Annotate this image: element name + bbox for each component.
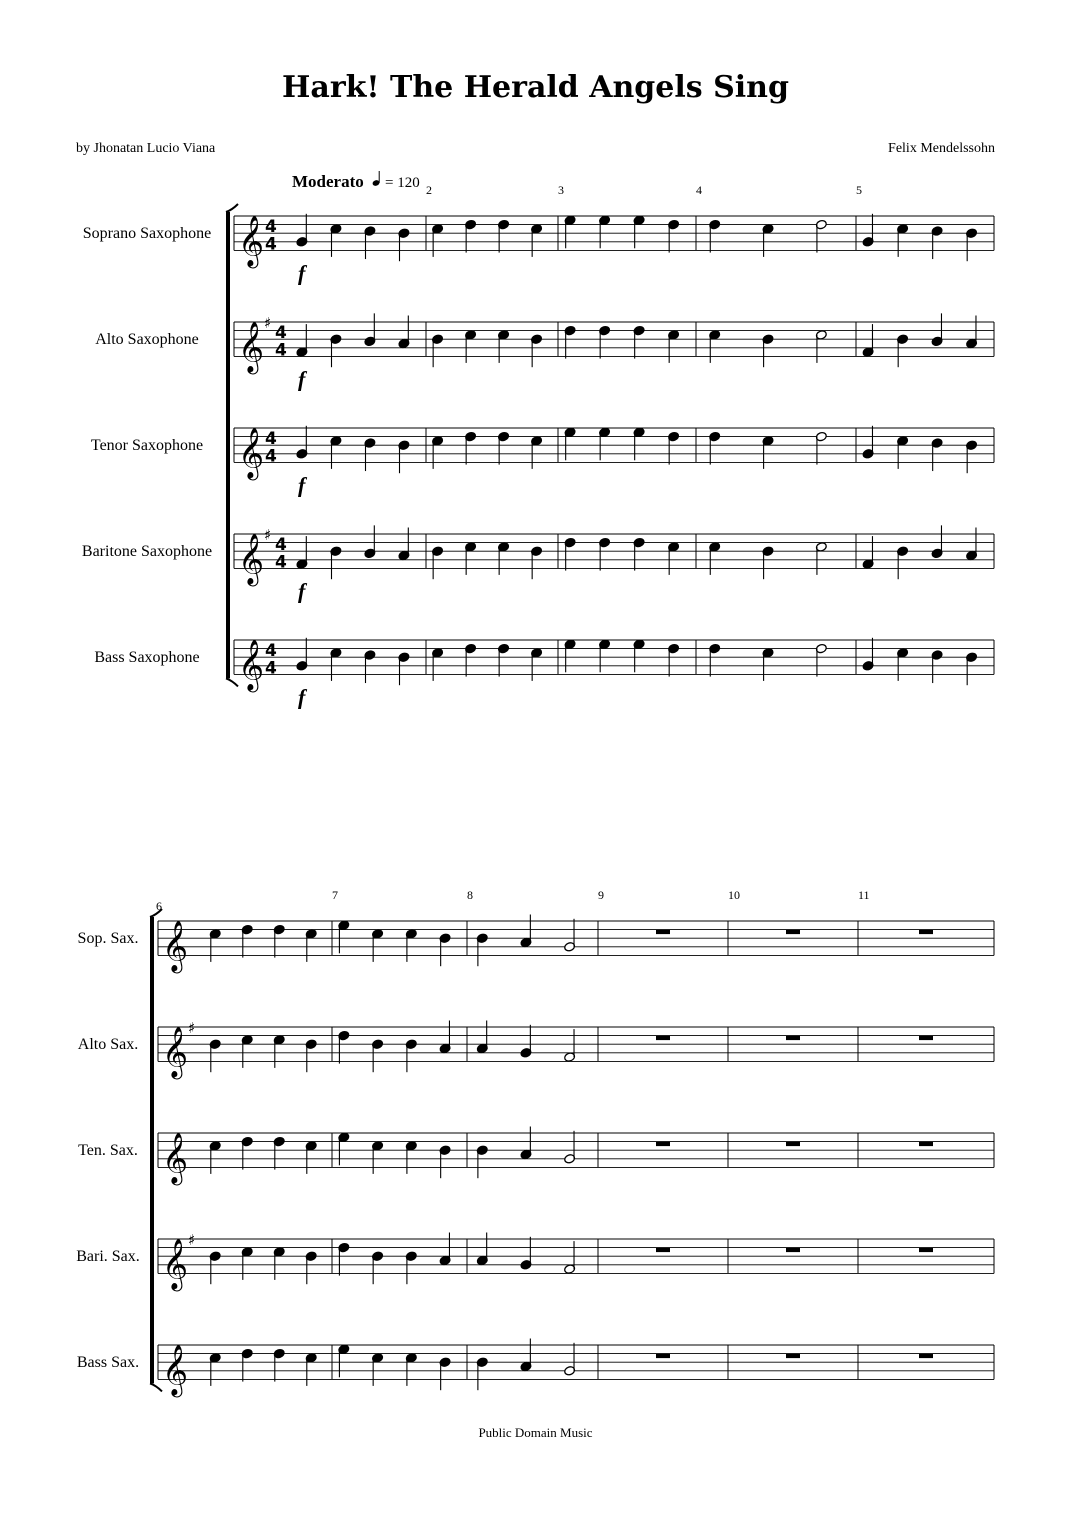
whole-rest-icon xyxy=(919,930,933,935)
quarter-note-icon xyxy=(372,171,380,187)
treble-clef-icon: 𝄞 xyxy=(162,1026,189,1078)
time-signature-top: 4 xyxy=(265,429,277,450)
footer-text: Public Domain Music xyxy=(478,1425,593,1440)
bracket-bottom xyxy=(150,1383,162,1391)
instrument-label: Baritone Saxophone xyxy=(81,543,213,561)
treble-clef-icon: 𝄞 xyxy=(238,639,265,691)
instrument-label: Alto Saxophone xyxy=(95,331,199,349)
instrument-label: Sop. Sax. xyxy=(77,930,139,948)
whole-rest-icon xyxy=(656,930,670,935)
instrument-label: Soprano Saxophone xyxy=(82,225,212,243)
measure-number: 4 xyxy=(696,183,702,197)
whole-rest-icon xyxy=(656,1354,670,1359)
treble-clef-icon: 𝄞 xyxy=(162,1238,189,1290)
whole-rest-icon xyxy=(786,1354,800,1359)
time-signature-bottom: 4 xyxy=(275,340,287,361)
arranger-credit: by Jhonatan Lucio Viana xyxy=(76,141,216,156)
whole-rest-icon xyxy=(656,1248,670,1253)
system-1 xyxy=(82,183,994,709)
time-signature-top: 4 xyxy=(265,217,277,238)
instrument-label: Bass Sax. xyxy=(76,1354,140,1372)
measure-number: 6 xyxy=(156,899,162,913)
whole-rest-icon xyxy=(919,1142,933,1147)
measure-number: 9 xyxy=(598,888,604,902)
system-2 xyxy=(76,888,994,1397)
time-signature-bottom: 4 xyxy=(265,234,277,255)
whole-rest-icon xyxy=(919,1354,933,1359)
composer-credit: Felix Mendelssohn xyxy=(888,141,995,156)
whole-rest-icon xyxy=(656,1036,670,1041)
dynamic-marking: f xyxy=(298,684,306,710)
treble-clef-icon: 𝄞 xyxy=(162,1344,189,1396)
dynamic-marking: f xyxy=(298,472,306,498)
whole-rest-icon xyxy=(919,1248,933,1253)
time-signature-top: 4 xyxy=(265,641,277,662)
whole-rest-icon xyxy=(656,1142,670,1147)
tempo-marking: Moderato xyxy=(292,172,364,191)
whole-rest-icon xyxy=(786,930,800,935)
treble-clef-icon: 𝄞 xyxy=(238,427,265,479)
dynamic-marking: f xyxy=(298,578,306,604)
sharp-icon: ♯ xyxy=(264,314,272,332)
measure-number: 11 xyxy=(858,888,870,902)
measure-number: 5 xyxy=(856,183,862,197)
whole-rest-icon xyxy=(786,1036,800,1041)
measure-number: 3 xyxy=(558,183,564,197)
treble-clef-icon: 𝄞 xyxy=(162,1132,189,1184)
whole-rest-icon xyxy=(786,1142,800,1147)
treble-clef-icon: 𝄞 xyxy=(238,215,265,267)
measure-number: 10 xyxy=(728,888,740,902)
instrument-label: Bari. Sax. xyxy=(76,1248,140,1266)
bracket-bottom xyxy=(226,678,238,686)
treble-clef-icon: 𝄞 xyxy=(238,533,265,585)
instrument-label: Alto Sax. xyxy=(77,1036,139,1054)
measure-number: 2 xyxy=(426,183,432,197)
dynamic-marking: f xyxy=(298,260,306,286)
sharp-icon: ♯ xyxy=(264,526,272,544)
score-title: Hark! The Herald Angels Sing xyxy=(282,70,789,105)
instrument-label: Bass Saxophone xyxy=(94,649,200,667)
whole-rest-icon xyxy=(786,1248,800,1253)
time-signature-bottom: 4 xyxy=(265,446,277,467)
dynamic-marking: f xyxy=(298,366,306,392)
sharp-icon: ♯ xyxy=(188,1231,196,1249)
instrument-label: Ten. Sax. xyxy=(78,1142,138,1160)
whole-rest-icon xyxy=(919,1036,933,1041)
time-signature-bottom: 4 xyxy=(265,658,277,679)
instrument-label: Tenor Saxophone xyxy=(90,437,204,455)
tempo-value: = 120 xyxy=(385,175,420,191)
treble-clef-icon: 𝄞 xyxy=(162,920,189,972)
measure-number: 8 xyxy=(467,888,473,902)
bracket-top xyxy=(226,204,238,212)
time-signature-top: 4 xyxy=(275,323,287,344)
time-signature-bottom: 4 xyxy=(275,552,287,573)
treble-clef-icon: 𝄞 xyxy=(238,321,265,373)
measure-number: 7 xyxy=(332,888,338,902)
time-signature-top: 4 xyxy=(275,535,287,556)
sharp-icon: ♯ xyxy=(188,1019,196,1037)
